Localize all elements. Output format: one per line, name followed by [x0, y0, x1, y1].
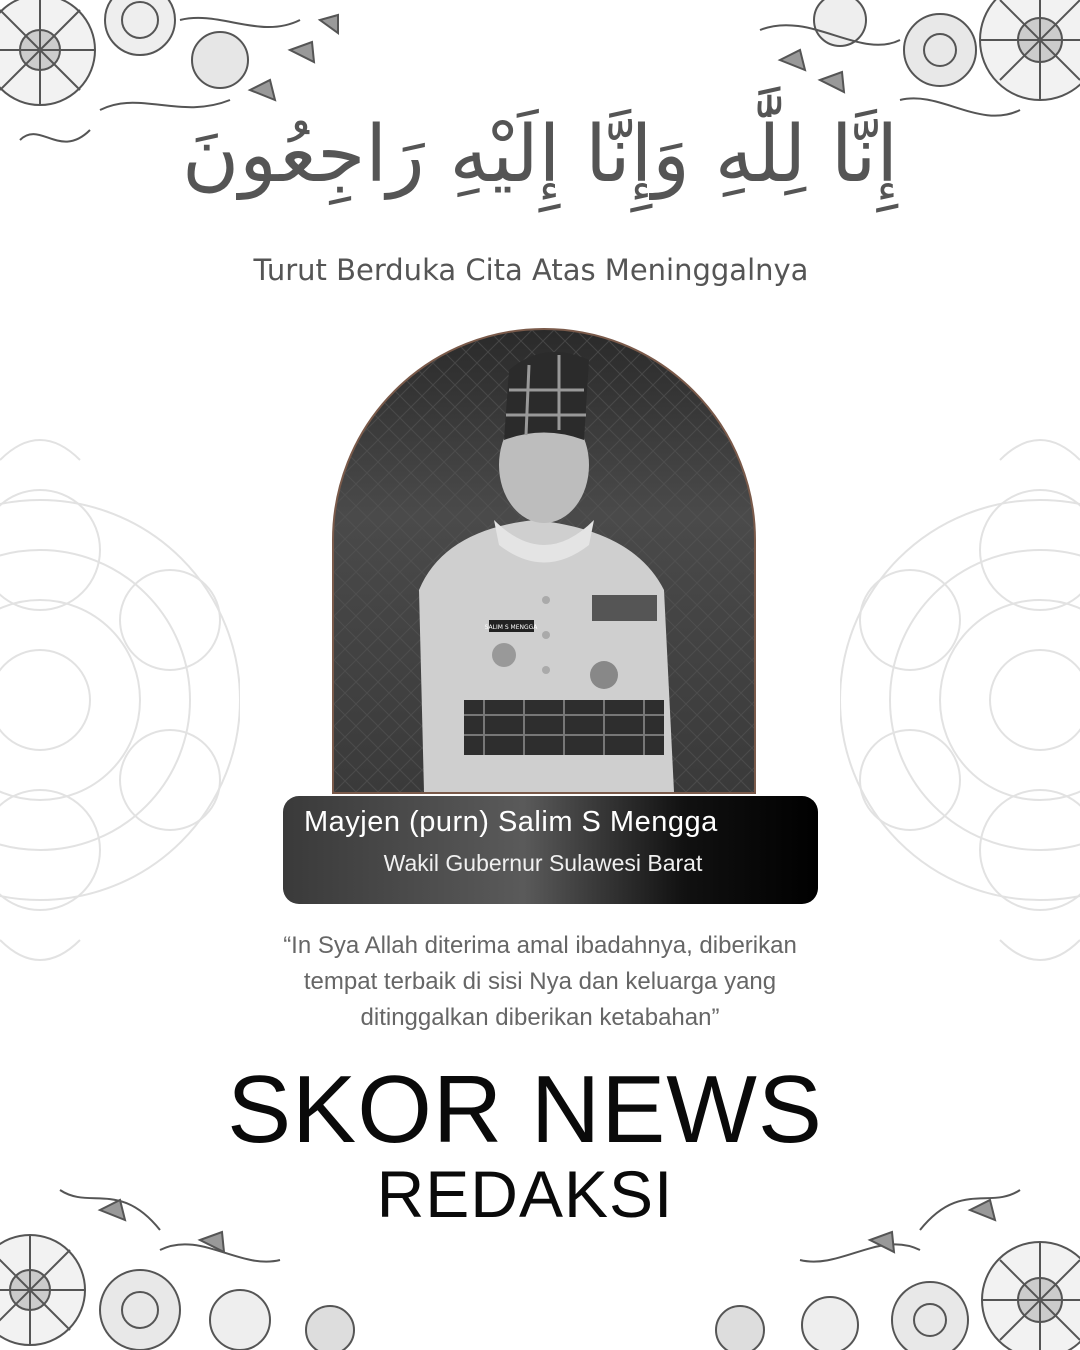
deceased-role: Wakil Gubernur Sulawesi Barat [383, 850, 703, 876]
deceased-name: Mayjen (purn) Salim S Mengga [304, 806, 718, 838]
mandala-decoration-left [0, 420, 240, 980]
brand-subtitle: REDAKSI [376, 1157, 674, 1231]
quote-line: tempat terbaik di sisi Nya dan keluarga yang [303, 968, 777, 995]
quote-line: “In Sya Allah diterima amal ibadahnya, diberikan [283, 932, 797, 959]
mandala-decoration-right [840, 420, 1080, 980]
condolence-subtitle: Turut Berduka Cita Atas Meninggalnya [253, 253, 809, 287]
brand-title: SKOR NEWS [227, 1056, 823, 1163]
portrait-illustration [334, 330, 754, 792]
quote-line: ditinggalkan diberikan ketabahan” [360, 1004, 720, 1031]
arabic-calligraphy: إِنَّا لِلَّٰهِ وَإِنَّا إِلَيْهِ رَاجِعُونَ [181, 110, 899, 200]
portrait-photo [332, 328, 756, 794]
condolence-quote [190, 928, 890, 1036]
name-card [283, 796, 818, 904]
uniform-name-tag: SALIM S MENGGA [484, 624, 538, 631]
